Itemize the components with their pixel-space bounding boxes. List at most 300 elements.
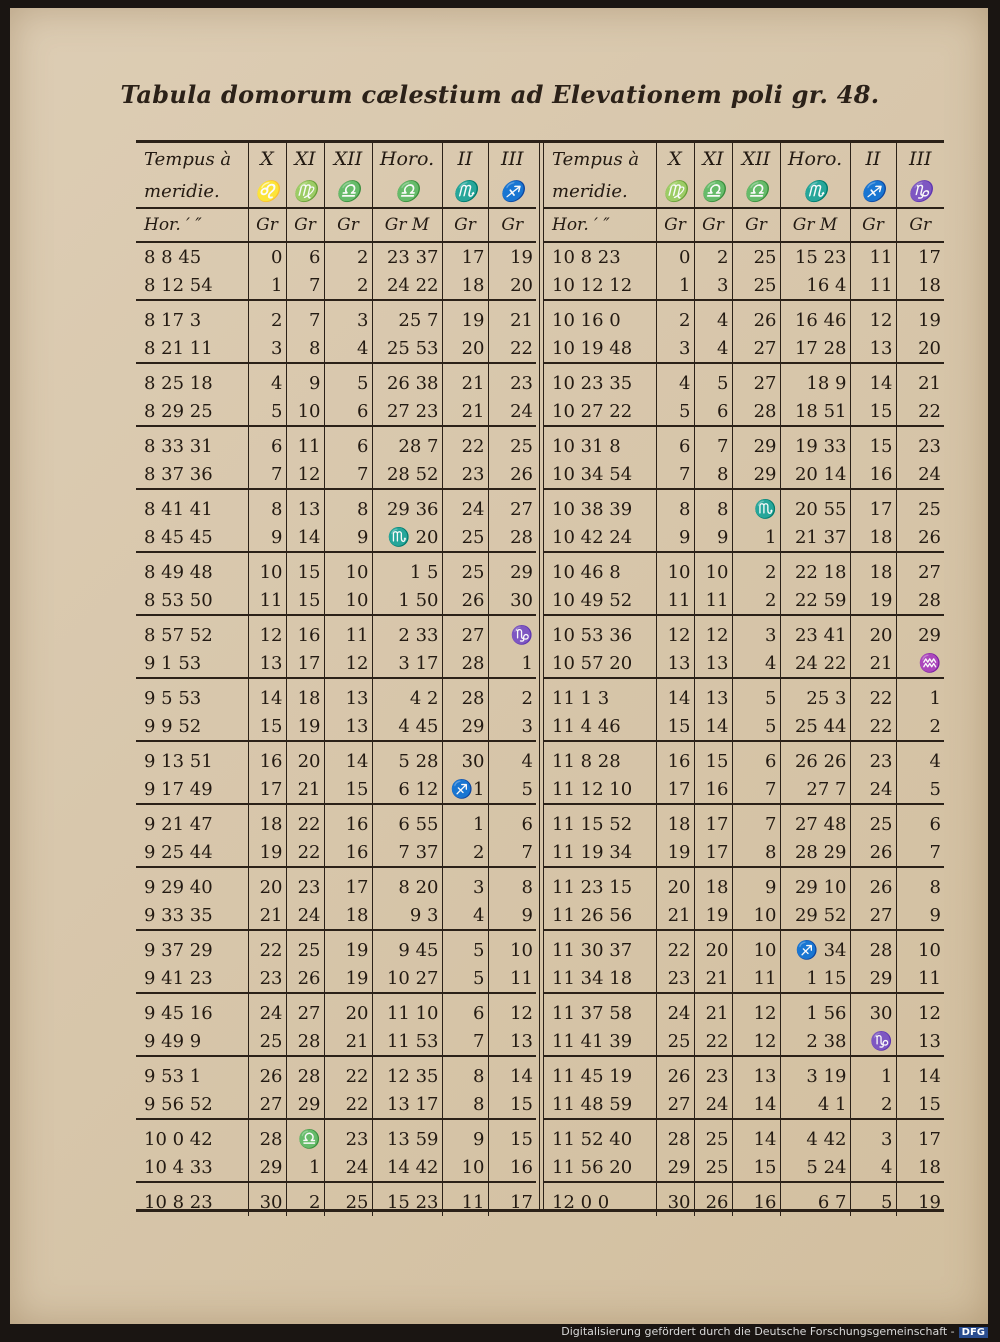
table-row: [544, 1119, 944, 1153]
degree-cell: 23 37: [372, 242, 442, 271]
table-row: [544, 489, 944, 523]
degree-cell: 5: [656, 397, 694, 426]
degree-cell: 21: [896, 363, 944, 397]
degree-cell: 6: [694, 397, 732, 426]
degree-cell: 21 37: [780, 523, 850, 552]
sign-row: [544, 175, 944, 208]
time-cell: 10 34 54: [544, 460, 656, 489]
degree-cell: 6: [488, 804, 536, 838]
degree-cell: 18: [286, 678, 324, 712]
degree-cell: 20: [248, 867, 286, 901]
degree-cell: 7: [896, 838, 944, 867]
degree-cell: 12: [850, 300, 896, 334]
zodiac-sign-icon: ♎: [694, 175, 732, 208]
degree-cell: 5: [850, 1182, 896, 1216]
degree-cell: 22: [850, 712, 896, 741]
degree-cell: 14: [732, 1090, 780, 1119]
degree-cell: 22: [248, 930, 286, 964]
degree-cell: 17: [286, 649, 324, 678]
degree-cell: 19: [286, 712, 324, 741]
degree-cell: 5: [488, 775, 536, 804]
table-row: [544, 838, 944, 867]
degree-cell: 19: [850, 586, 896, 615]
degree-cell: 30: [488, 586, 536, 615]
degree-cell: 6: [248, 426, 286, 460]
degree-cell: 25: [442, 552, 488, 586]
degree-cell: 8: [896, 867, 944, 901]
time-cell: 11 15 52: [552, 813, 633, 835]
degree-cell: 22: [286, 804, 324, 838]
degree-cell: ♐1: [442, 775, 488, 804]
table-row: [136, 242, 536, 271]
degree-cell: 4 1: [780, 1090, 850, 1119]
time-cell: 9 13 51: [144, 750, 213, 772]
unit-label: Gr M: [372, 208, 442, 242]
degree-cell: 3: [248, 334, 286, 363]
degree-cell: 6: [732, 741, 780, 775]
degree-cell: 3: [850, 1119, 896, 1153]
degree-cell: 14: [850, 363, 896, 397]
house-header: XII: [732, 143, 780, 175]
degree-cell: 11: [248, 586, 286, 615]
degree-cell: 17: [488, 1182, 536, 1216]
degree-cell: 7: [324, 460, 372, 489]
houses-table: [136, 140, 944, 1212]
degree-cell: 6: [286, 242, 324, 271]
degree-cell: 6: [896, 804, 944, 838]
table-row: [136, 741, 536, 775]
degree-cell: 25 44: [780, 712, 850, 741]
degree-cell: 4 2: [372, 678, 442, 712]
degree-cell: 24 22: [372, 271, 442, 300]
degree-cell: 10: [324, 552, 372, 586]
degree-cell: 24 22: [780, 649, 850, 678]
time-cell: 9 49 9: [136, 1027, 248, 1056]
degree-cell: 14: [286, 523, 324, 552]
degree-cell: 13: [694, 678, 732, 712]
sign-row: [136, 175, 536, 208]
degree-cell: 4: [442, 901, 488, 930]
degree-cell: 11: [442, 1182, 488, 1216]
degree-cell: 24: [248, 993, 286, 1027]
degree-cell: 1 56: [780, 993, 850, 1027]
table-row: [544, 930, 944, 964]
table-row: [136, 426, 536, 460]
degree-cell: 19: [248, 838, 286, 867]
degree-cell: 22: [656, 930, 694, 964]
table-row: [136, 300, 536, 334]
time-cell: 10 27 22: [544, 397, 656, 426]
degree-cell: 1: [850, 1056, 896, 1090]
degree-cell: 26: [442, 586, 488, 615]
degree-cell: 26: [694, 1182, 732, 1216]
degree-cell: ♎: [286, 1119, 324, 1153]
time-cell: 9 45 16: [144, 1002, 213, 1024]
table-row: [136, 775, 536, 804]
degree-cell: 29 52: [780, 901, 850, 930]
table-row: [544, 460, 944, 489]
unit-label: Gr: [324, 208, 372, 242]
time-cell: 10 16 0: [552, 309, 621, 331]
degree-cell: 15: [732, 1153, 780, 1182]
degree-cell: 10: [442, 1153, 488, 1182]
degree-cell: 27: [850, 901, 896, 930]
degree-cell: 2: [324, 271, 372, 300]
zodiac-sign-icon: ♍: [656, 175, 694, 208]
degree-cell: 11: [694, 586, 732, 615]
degree-cell: 18: [850, 552, 896, 586]
unit-row: [136, 208, 536, 242]
degree-cell: 1: [248, 271, 286, 300]
table-row: [544, 523, 944, 552]
time-cell: 10 46 8: [552, 561, 621, 583]
degree-cell: 9 45: [372, 930, 442, 964]
degree-cell: 25: [488, 426, 536, 460]
degree-cell: 28 52: [372, 460, 442, 489]
table-row: [544, 993, 944, 1027]
degree-cell: 28: [656, 1119, 694, 1153]
page-title: Tabula domorum cælestium ad Elevationem poli gr. 48.: [120, 80, 880, 109]
degree-cell: 19: [488, 242, 536, 271]
degree-cell: 3: [732, 615, 780, 649]
degree-cell: 1: [656, 271, 694, 300]
degree-cell: 20: [850, 615, 896, 649]
degree-cell: 15: [488, 1119, 536, 1153]
time-cell: 10 42 24: [544, 523, 656, 552]
table-row: [544, 1090, 944, 1119]
degree-cell: 25: [286, 930, 324, 964]
degree-cell: 6 12: [372, 775, 442, 804]
degree-cell: 8: [694, 460, 732, 489]
unit-label: Gr: [896, 208, 944, 242]
time-cell: 9 41 23: [136, 964, 248, 993]
degree-cell: 24: [488, 397, 536, 426]
time-cell: 8 33 31: [144, 435, 213, 457]
degree-cell: 28: [286, 1027, 324, 1056]
degree-cell: 13: [656, 649, 694, 678]
degree-cell: 29: [656, 1153, 694, 1182]
degree-cell: 1: [442, 804, 488, 838]
meridie-label: meridie.: [136, 175, 248, 208]
table-row: [136, 334, 536, 363]
degree-cell: 19 33: [780, 426, 850, 460]
degree-cell: 7: [248, 460, 286, 489]
degree-cell: 13: [850, 334, 896, 363]
degree-cell: 18: [442, 271, 488, 300]
degree-cell: 22: [324, 1056, 372, 1090]
degree-cell: 8 20: [372, 867, 442, 901]
degree-cell: 26: [732, 300, 780, 334]
house-header: XI: [286, 143, 324, 175]
degree-cell: 16 46: [780, 300, 850, 334]
degree-cell: 23: [324, 1119, 372, 1153]
meridie-label: meridie.: [544, 175, 656, 208]
degree-cell: 4: [732, 649, 780, 678]
house-header: XI: [694, 143, 732, 175]
degree-cell: 4: [488, 741, 536, 775]
degree-cell: 28: [896, 586, 944, 615]
degree-cell: 19: [324, 964, 372, 993]
degree-cell: 23: [694, 1056, 732, 1090]
time-cell: 10 49 52: [544, 586, 656, 615]
time-cell: 8 49 48: [144, 561, 213, 583]
degree-cell: 29: [442, 712, 488, 741]
time-cell: 11 45 19: [552, 1065, 633, 1087]
degree-cell: 28: [850, 930, 896, 964]
degree-cell: 2: [656, 300, 694, 334]
degree-cell: 17: [656, 775, 694, 804]
degree-cell: 11 10: [372, 993, 442, 1027]
degree-cell: 16: [286, 615, 324, 649]
table-row: [136, 489, 536, 523]
degree-cell: 25 7: [372, 300, 442, 334]
degree-cell: 20: [286, 741, 324, 775]
degree-cell: 18 9: [780, 363, 850, 397]
time-cell: 8 41 41: [144, 498, 213, 520]
time-cell: 9 9 52: [136, 712, 248, 741]
table-row: [136, 1182, 536, 1216]
degree-cell: 17: [442, 242, 488, 271]
time-cell: 10 0 42: [144, 1128, 213, 1150]
degree-cell: 15: [850, 426, 896, 460]
degree-cell: 17: [694, 838, 732, 867]
degree-cell: 6: [656, 426, 694, 460]
table-row: [544, 334, 944, 363]
degree-cell: 12: [732, 1027, 780, 1056]
degree-cell: 4 42: [780, 1119, 850, 1153]
table-row: [544, 363, 944, 397]
degree-cell: 9: [656, 523, 694, 552]
degree-cell: 27: [896, 552, 944, 586]
degree-cell: 20: [896, 334, 944, 363]
degree-cell: 3 19: [780, 1056, 850, 1090]
degree-cell: 2: [850, 1090, 896, 1119]
time-cell: 9 21 47: [144, 813, 213, 835]
degree-cell: 13 17: [372, 1090, 442, 1119]
degree-cell: 12: [656, 615, 694, 649]
tempus-label: Tempus à: [552, 148, 640, 170]
degree-cell: 27: [656, 1090, 694, 1119]
time-cell: 9 25 44: [136, 838, 248, 867]
degree-cell: 24: [850, 775, 896, 804]
degree-cell: 17: [896, 1119, 944, 1153]
table-row: [544, 867, 944, 901]
degree-cell: 11 53: [372, 1027, 442, 1056]
unit-label: Gr: [850, 208, 896, 242]
table-row: [136, 964, 536, 993]
degree-cell: 5: [442, 930, 488, 964]
degree-cell: 8: [324, 489, 372, 523]
degree-cell: 7: [286, 271, 324, 300]
degree-cell: ♑: [488, 615, 536, 649]
degree-cell: 8: [732, 838, 780, 867]
degree-cell: 3: [324, 300, 372, 334]
degree-cell: 22 18: [780, 552, 850, 586]
degree-cell: 14: [324, 741, 372, 775]
degree-cell: 21: [694, 964, 732, 993]
degree-cell: 23: [248, 964, 286, 993]
degree-cell: 15 23: [780, 242, 850, 271]
table-row: [544, 615, 944, 649]
degree-cell: 12: [248, 615, 286, 649]
table-row: [544, 1182, 944, 1216]
degree-cell: 24: [442, 489, 488, 523]
time-cell: 9 33 35: [136, 901, 248, 930]
degree-cell: 28: [248, 1119, 286, 1153]
degree-cell: 22: [850, 678, 896, 712]
degree-cell: 26: [286, 964, 324, 993]
degree-cell: 22 59: [780, 586, 850, 615]
degree-cell: 17: [324, 867, 372, 901]
degree-cell: 29: [248, 1153, 286, 1182]
table-row: [136, 1119, 536, 1153]
degree-cell: ♒: [896, 649, 944, 678]
unit-label: Gr: [248, 208, 286, 242]
degree-cell: 15: [488, 1090, 536, 1119]
table-row: [136, 460, 536, 489]
degree-cell: 16: [248, 741, 286, 775]
dfg-logo: DFG: [959, 1327, 988, 1338]
degree-cell: 6 55: [372, 804, 442, 838]
degree-cell: 13: [896, 1027, 944, 1056]
degree-cell: 25: [442, 523, 488, 552]
degree-cell: 10: [732, 930, 780, 964]
degree-cell: 18: [656, 804, 694, 838]
time-cell: 11 23 15: [552, 876, 633, 898]
time-cell: 10 53 36: [552, 624, 633, 646]
degree-cell: 13: [324, 712, 372, 741]
degree-cell: 5: [732, 712, 780, 741]
table-row: [544, 964, 944, 993]
degree-cell: 21: [850, 649, 896, 678]
degree-cell: 9: [896, 901, 944, 930]
zodiac-sign-icon: ♐: [488, 175, 536, 208]
time-cell: 8 8 45: [144, 246, 202, 268]
house-header: Horo.: [372, 143, 442, 175]
degree-cell: 19: [324, 930, 372, 964]
zodiac-sign-icon: ♏: [780, 175, 850, 208]
degree-cell: 18 51: [780, 397, 850, 426]
degree-cell: 11: [896, 964, 944, 993]
degree-cell: 28 29: [780, 838, 850, 867]
degree-cell: 12: [732, 993, 780, 1027]
degree-cell: 5 24: [780, 1153, 850, 1182]
degree-cell: 4: [324, 334, 372, 363]
degree-cell: 29: [850, 964, 896, 993]
degree-cell: 11: [732, 964, 780, 993]
table-row: [136, 678, 536, 712]
unit-label: Gr: [286, 208, 324, 242]
degree-cell: 14: [248, 678, 286, 712]
degree-cell: 13 59: [372, 1119, 442, 1153]
time-cell: 11 56 20: [544, 1153, 656, 1182]
left-table: [136, 143, 536, 1216]
table-row: [136, 867, 536, 901]
degree-cell: 29: [732, 426, 780, 460]
zodiac-sign-icon: ♎: [732, 175, 780, 208]
degree-cell: 0: [248, 242, 286, 271]
degree-cell: 28: [488, 523, 536, 552]
degree-cell: 15: [850, 397, 896, 426]
degree-cell: 22: [896, 397, 944, 426]
table-row: [544, 271, 944, 300]
degree-cell: 6: [442, 993, 488, 1027]
degree-cell: 4: [694, 334, 732, 363]
degree-cell: 21: [248, 901, 286, 930]
degree-cell: 8: [442, 1056, 488, 1090]
degree-cell: 17: [850, 489, 896, 523]
table-row: [136, 804, 536, 838]
time-cell: 11 52 40: [552, 1128, 633, 1150]
degree-cell: 23: [656, 964, 694, 993]
table-row: [544, 901, 944, 930]
table-row: [544, 712, 944, 741]
degree-cell: 5: [248, 397, 286, 426]
table-row: [544, 397, 944, 426]
footer-text: Digitalisierung gefördert durch die Deutsche Forschungsgemeinschaft -: [561, 1325, 955, 1338]
degree-cell: 25: [694, 1153, 732, 1182]
degree-cell: 18: [896, 271, 944, 300]
degree-cell: 29: [896, 615, 944, 649]
degree-cell: 24: [324, 1153, 372, 1182]
degree-cell: 22: [488, 334, 536, 363]
degree-cell: 7: [732, 804, 780, 838]
degree-cell: 1 5: [372, 552, 442, 586]
degree-cell: 22: [442, 426, 488, 460]
degree-cell: 16: [324, 804, 372, 838]
degree-cell: 13: [488, 1027, 536, 1056]
time-cell: 8 57 52: [144, 624, 213, 646]
degree-cell: 17: [694, 804, 732, 838]
degree-cell: 5 28: [372, 741, 442, 775]
table-row: [544, 1153, 944, 1182]
degree-cell: 4: [694, 300, 732, 334]
degree-cell: 28: [442, 678, 488, 712]
degree-cell: 20: [442, 334, 488, 363]
degree-cell: 10: [694, 552, 732, 586]
time-cell: 9 53 1: [144, 1065, 202, 1087]
degree-cell: 15: [324, 775, 372, 804]
time-cell: 11 37 58: [552, 1002, 633, 1024]
house-header: Horo.: [780, 143, 850, 175]
house-header: XII: [324, 143, 372, 175]
degree-cell: 7: [442, 1027, 488, 1056]
degree-cell: ♐ 34: [780, 930, 850, 964]
unit-label: Gr: [442, 208, 488, 242]
degree-cell: 5: [732, 678, 780, 712]
degree-cell: 8: [442, 1090, 488, 1119]
degree-cell: 26: [248, 1056, 286, 1090]
degree-cell: 21: [442, 363, 488, 397]
degree-cell: 5: [694, 363, 732, 397]
time-cell: 9 37 29: [144, 939, 213, 961]
degree-cell: 10: [732, 901, 780, 930]
degree-cell: 22: [324, 1090, 372, 1119]
degree-cell: 14: [732, 1119, 780, 1153]
degree-cell: 27: [732, 334, 780, 363]
time-cell: 11 48 59: [544, 1090, 656, 1119]
degree-cell: 4: [656, 363, 694, 397]
table-row: [136, 1090, 536, 1119]
degree-cell: 11: [850, 271, 896, 300]
degree-cell: 16: [656, 741, 694, 775]
degree-cell: 10: [656, 552, 694, 586]
house-header: II: [442, 143, 488, 175]
degree-cell: 15: [248, 712, 286, 741]
degree-cell: 10: [488, 930, 536, 964]
time-cell: 11 26 56: [544, 901, 656, 930]
degree-cell: 24: [694, 1090, 732, 1119]
